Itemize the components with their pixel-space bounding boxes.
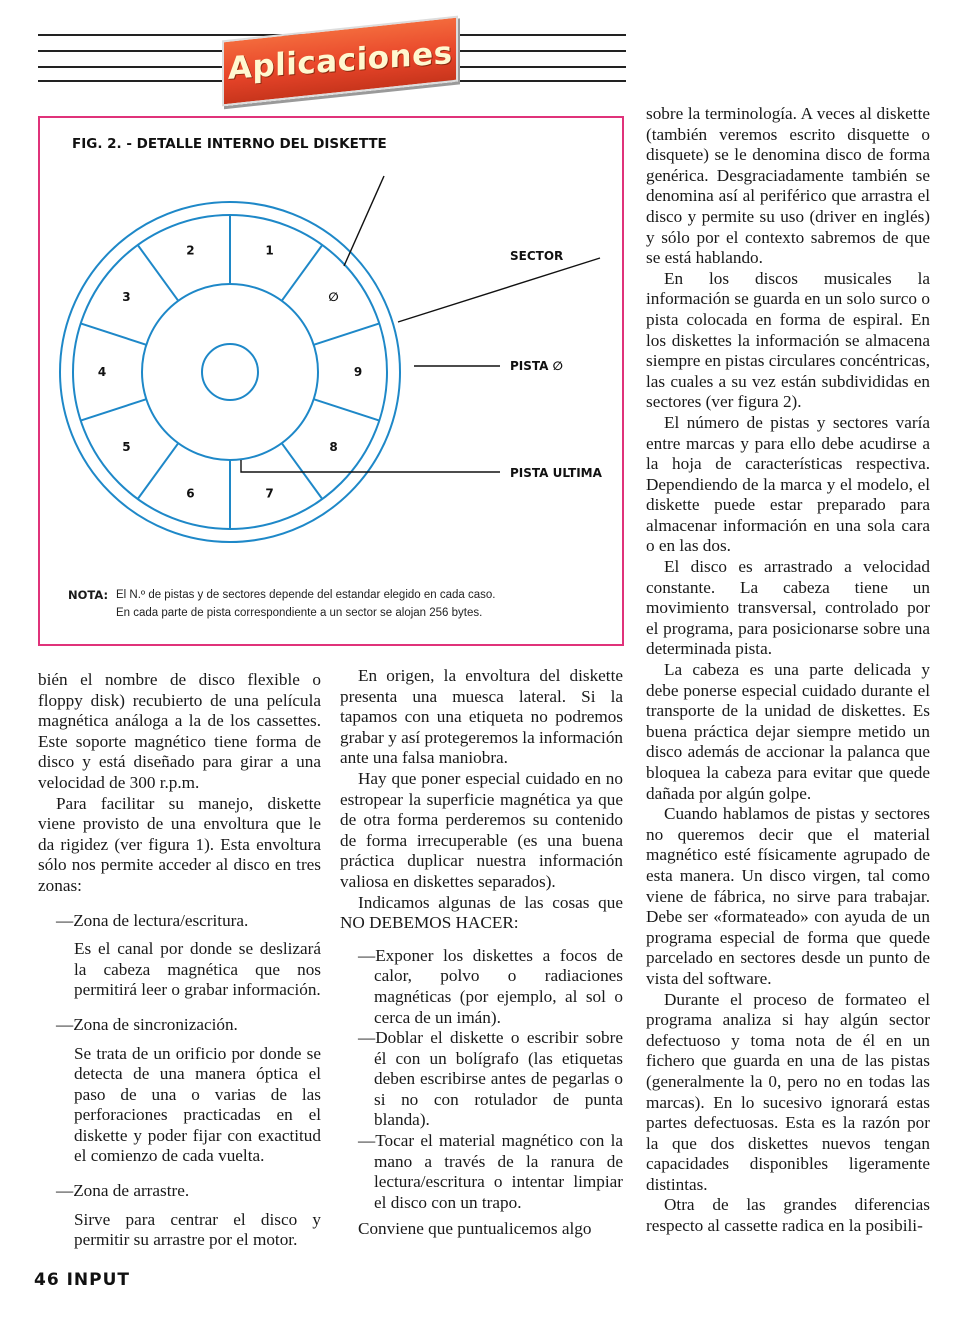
figure-2-box [38, 116, 624, 646]
sector-number: 5 [122, 440, 131, 455]
sector-divider [314, 323, 380, 344]
c3-paragraph: El número de pistas y sectores varía entre marcas y para ello debe acudirse a la hoja de características respectiva. Dependiendo de la marca y el modelo, el diskette puede estar preparado para almacenar información en una sola cara o en las dos. [646, 412, 930, 556]
column-3 [646, 104, 930, 1237]
label-pista-ultima: PISTA ULTIMA [510, 466, 602, 480]
label-sector: SECTOR [510, 249, 564, 263]
c1-zone-heading: —Zona de sincronización. [56, 1014, 238, 1034]
column-2 [340, 666, 623, 1240]
sector-divider [138, 245, 179, 301]
section-banner [222, 16, 458, 107]
c3-paragraph: Otra de las grandes diferencias respecto al cassette radica en la posibili- [646, 1195, 930, 1236]
sector-number: 3 [122, 289, 131, 304]
c3-paragraph: En los discos musicales la información se guarda en un solo surco o pista colocada en forma de espiral. En los diskettes la información se almacena siempre en pistas circulares concéntricas, las cuales a su vez están subdivididas en sectores (ver figura 2). [646, 268, 930, 412]
c1-zone-text: Sirve para centrar el disco y permitir su arrastre por el motor. [74, 1209, 321, 1250]
nota-text [116, 586, 596, 622]
nota-line-1: El N.º de pistas y de sectores depende del estandar elegido en cada caso. [116, 589, 496, 601]
c2-paragraph: Indicamos algunas de las cosas que NO DEBEMOS HACER: [340, 892, 623, 933]
c3-paragraph: Cuando hablamos de pistas y sectores no queremos decir que el material magnético esté físicamente agrupado de esta manera. Un disco virgen, tal como viene de fábrica, no sirve para trabajar. Debe ser «formateado» con ayuda de un programa especial de forma que quede parcelado en sectores desde un punto de vista del software. [646, 804, 930, 988]
c1-paragraph: Para facilitar su manejo, diskette viene provisto de una envoltura que le da rigidez (ver figura 1). Esta envoltura sólo nos permite acceder al disco en tres zonas: [38, 793, 321, 895]
sector-divider [138, 443, 179, 499]
nota-line-2: En cada parte de pista correspondiente a un sector se alojan 256 bytes. [116, 607, 483, 619]
c3-paragraph: Durante el proceso de formateo el programa analiza si hay algún sector defectuoso y toma nota de él en un fichero que guarda en una de las pistas (generalmente la 0, pero no en todas las marcas). En lo sucesivo ignorará estas partes defectuosas. Esta es la razón por la que dos diskettes nuevos tengan capacidades disponibles ligeramente distintas. [646, 989, 930, 1194]
c2-paragraph: Conviene que puntualicemos algo [358, 1219, 592, 1239]
sector-number: 8 [329, 440, 338, 455]
sector-divider [81, 399, 147, 420]
sector-divider [314, 399, 380, 420]
diskette-diagram [40, 118, 626, 648]
banner-text: Aplicaciones [227, 35, 453, 87]
figure-title: FIG. 2. - DETALLE INTERNO DEL DISKETTE [72, 136, 387, 152]
page-footer [34, 1270, 130, 1290]
sector-number: 9 [353, 365, 363, 379]
sector-number: ∅ [328, 289, 339, 304]
sector-divider [282, 443, 323, 499]
c1-zone-text: Es el canal por donde se deslizará la cabeza magnética que nos permitirá leer o grabar información. [74, 939, 321, 1000]
sector-number: 1 [265, 243, 274, 258]
c1-zone-heading: —Zona de arrastre. [56, 1181, 190, 1201]
c2-paragraph: Hay que poner especial cuidado en no estropear la superficie magnética ya que de otra forma perderemos su contenido de forma irrecuperable (es una buena práctica duplicar nuestra información valiosa en diskettes separados). [340, 768, 623, 891]
magazine-name: INPUT [66, 1270, 131, 1290]
c1-zone-text: Se trata de un orificio por donde se detecta de una manera óptica el paso de una o varias de las perforaciones practicadas en el diskette y poder fijar con exactitud el comienzo de cada vuelta. [74, 1043, 321, 1166]
label-pista-0: PISTA ∅ [510, 359, 563, 373]
sector-number: 2 [186, 243, 195, 258]
c3-paragraph: El disco es arrastrado a velocidad constante. La cabeza tiene un movimiento transversal, controlado por el programa, para posicionarse sobre una determinada pista. [646, 557, 930, 659]
page-number: 46 [34, 1270, 60, 1290]
sector-divider [81, 323, 147, 344]
c1-zone-heading: —Zona de lectura/escritura. [56, 910, 249, 930]
c2-bullet: —Doblar el diskette o escribir sobre él con un bolígrafo (las etiquetas deben escribirse antes de pegarlas o si no con rotulador de punta blanda). [358, 1028, 623, 1130]
sector-divider [282, 245, 323, 301]
sector-number: 6 [186, 486, 195, 501]
sector-number: 7 [265, 486, 274, 501]
c1-paragraph: bién el nombre de disco flexible o floppy disk) recubierto de una película magnética análoga a la de los cassettes. Este soporte magnético tiene forma de disco y está diseñado para girar a una velocidad de 300 r.p.m. [38, 670, 321, 792]
c2-paragraph: En origen, la envoltura del diskette presenta una muesca lateral. Si la tapamos con una etiqueta no podremos grabar y así protegeremos la información ante una falsa maniobra. [340, 666, 624, 768]
c2-bullet: —Tocar el material magnético con la mano a través de la ranura de lectura/escritura o intentar limpiar el disco con un trapo. [358, 1131, 623, 1212]
column-1 [38, 670, 321, 1251]
nota-label: NOTA: [68, 588, 109, 602]
sector-number: 4 [97, 365, 107, 379]
c2-bullet: —Exponer los diskettes a focos de calor, polvo o radiaciones magnéticas (por ejemplo, al sol o cerca de un imán). [358, 945, 623, 1027]
c3-paragraph: sobre la terminología. A veces al diskette (también veremos escrito disquette o disquete) se le denomina disco de forma genérica. Desgraciadamente también se denomina así al periférico que arrastra el disco y permite su uso (driver en inglés) y sólo por el contexto sabremos de que se está hablando. [646, 104, 930, 268]
c3-paragraph: La cabeza es una parte delicada y debe ponerse especial cuidado durante el transporte de la unidad de diskettes. Es buena práctica dejar siempre metido un disco además de accionar la palanca que bloquea la cabeza para evitar que quede dañada por algún golpe. [646, 660, 930, 803]
